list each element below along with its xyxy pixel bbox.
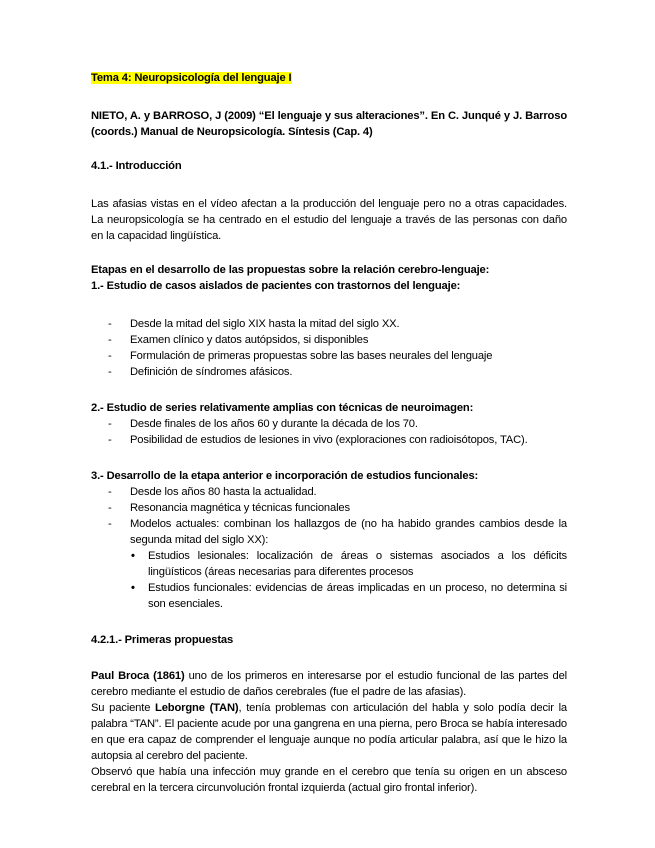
page-title: [91, 70, 567, 86]
stage2-heading: 2.- Estudio de series relativamente amplias con técnicas de neuroimagen:: [91, 402, 474, 414]
reference-citation: NIETO, A. y BARROSO, J (2009) “El lenguaje y sus alteraciones”. En C. Junqué y J. Barroso (coords.) Manual de Neuropsicología. Síntesis (Cap. 4): [91, 110, 567, 138]
broca-paragraph-2: [91, 700, 567, 764]
broca-p1-text: uno de los primeros en interesarse por el estudio funcional de las partes del cerebro mediante el estudio de daños cerebrales (fue el padre de las afasias).: [91, 670, 567, 698]
list-item: - Posibilidad de estudios de lesiones in vivo (exploraciones con radioisótopos, TAC).: [91, 432, 567, 448]
stage3-list: [91, 484, 567, 548]
list-item: - Formulación de primeras propuestas sobre las bases neurales del lenguaje: [91, 348, 567, 364]
stage1-list: [91, 316, 567, 380]
broca-p2-start: Su paciente: [91, 702, 156, 714]
list-item: - Examen clínico y datos autópsidos, si disponibles: [91, 332, 567, 348]
stage2-list: [91, 416, 567, 448]
intro-paragraph: Las afasias vistas en el vídeo afectan a la producción del lenguaje pero no a otras capacidades. La neuropsicología se ha centrado en el estudio del lenguaje a través de las personas con daño en la capacidad lingüística.: [91, 198, 567, 242]
section-first-heading: 4.2.1.- Primeras propuestas: [91, 634, 234, 646]
list-item: - Desde finales de los años 60 y durante la década de los 70.: [91, 416, 567, 432]
list-item: - Resonancia magnética y técnicas funcionales: [91, 500, 567, 516]
stage3-heading: 3.- Desarrollo de la etapa anterior e incorporación de estudios funcionales:: [91, 470, 479, 482]
stage1-heading: 1.- Estudio de casos aislados de pacientes con trastornos del lenguaje:: [91, 280, 461, 292]
stage3-sublist: [91, 548, 567, 612]
broca-name: Paul Broca (1861): [91, 670, 185, 682]
stages-heading: Etapas en el desarrollo de las propuestas sobre la relación cerebro-lenguaje:: [91, 264, 490, 276]
list-item: - Definición de síndromes afásicos.: [91, 364, 567, 380]
list-item: - Modelos actuales: combinan los hallazgos de (no ha habido grandes cambios desde la segunda mitad del siglo XX):: [91, 516, 567, 548]
patient-name: Leborgne (TAN): [155, 702, 239, 714]
section-intro-heading: 4.1.- Introducción: [91, 160, 182, 172]
list-item: - Desde los años 80 hasta la actualidad.: [91, 484, 567, 500]
document-page: [91, 70, 567, 796]
sub-list-item: • Estudios lesionales: localización de áreas o sistemas asociados a los déficits lingüísticos (áreas necesarias para diferentes procesos: [91, 548, 567, 580]
sub-list-item: • Estudios funcionales: evidencias de áreas implicadas en un proceso, no determina si son esenciales.: [91, 580, 567, 612]
broca-paragraph-1: [91, 668, 567, 700]
broca-p2-text: , tenía problemas con articulación del habla y solo podía decir la palabra “TAN”. El paciente acude por una gangrena en una pierna, pero Broca se había interesado en que era capaz de comprender el lenguaje aunque no podía articular palabra, así que le hizo la autopsia al cerebro del paciente.: [91, 702, 568, 762]
broca-paragraph-3: Observó que había una infección muy grande en el cerebro que tenía su origen en un absceso cerebral en la tercera circunvolución frontal izquierda (actual giro frontal inferior).: [91, 766, 567, 794]
list-item: - Desde la mitad del siglo XIX hasta la mitad del siglo XX.: [91, 316, 567, 332]
highlighted-title: Tema 4: Neuropsicología del lenguaje I: [91, 72, 292, 84]
